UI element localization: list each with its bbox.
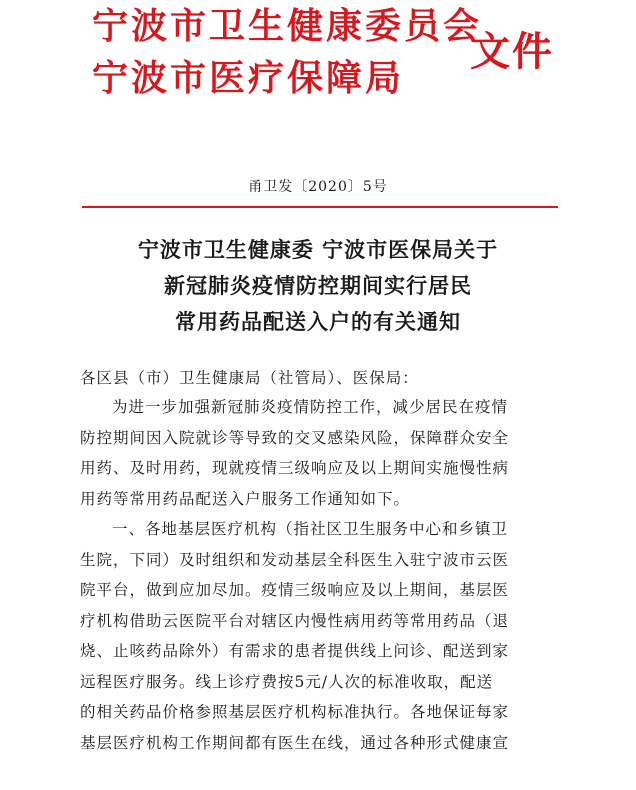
paragraph-line: 用药、及时用药，现就疫情三级响应及以上期间实施慢性病 <box>80 459 510 477</box>
document-header <box>0 0 636 120</box>
issuer-name-medical-security-bureau: 宁波市医疗保障局 <box>92 57 405 99</box>
paragraph-line: 一、各地基层医疗机构（指社区卫生服务中心和乡镇卫 <box>112 520 509 538</box>
paragraph-line: 院平台，做到应加尽加。疫情三级响应及以上期间，基层医 <box>80 581 510 599</box>
title-line: 宁波市卫生健康委 宁波市医保局关于 <box>137 237 499 262</box>
document-type-label: 文件 <box>470 28 554 75</box>
document-body <box>80 392 550 758</box>
red-divider-line <box>82 206 558 208</box>
paragraph-line: 的相关药品价格参照基层医疗机构标准执行。各地保证每家 <box>80 703 510 721</box>
paragraph-line: 烧、止咳药品除外）有需求的患者提供线上问诊、配送到家 <box>80 642 510 660</box>
paragraph-line: 远程医疗服务。线上诊疗费按5元/人次的标准收取，配送 <box>80 672 494 691</box>
salutation: 各区县（市）卫生健康局（社管局）、医保局： <box>80 369 419 387</box>
paragraph-line: 防控期间因入院就诊等导致的交叉感染风险，保障群众安全 <box>80 428 510 447</box>
paragraph-line: 用药等常用药品配送入户服务工作通知如下。 <box>80 489 411 508</box>
paragraph-line: 基层医疗机构工作期间都有医生在线，通过各种形式健康宣 <box>80 733 510 752</box>
document-title <box>60 232 576 340</box>
title-line: 新冠肺炎疫情防控期间实行居民 <box>164 273 472 298</box>
paragraph-line: 疗机构借助云医院平台对辖区内慢性病用药等常用药品（退 <box>80 611 510 630</box>
title-line: 常用药品配送入户的有关通知 <box>175 309 461 334</box>
paragraph-line: 为进一步加强新冠肺炎疫情防控工作，减少居民在疫情 <box>112 398 509 416</box>
paragraph-line: 生院，下同）及时组织和发动基层全科医生入驻宁波市云医 <box>80 550 510 569</box>
issuer-name-health-commission: 宁波市卫生健康委员会 <box>92 5 483 47</box>
document-number: 甬卫发〔2020〕5号 <box>248 179 388 195</box>
